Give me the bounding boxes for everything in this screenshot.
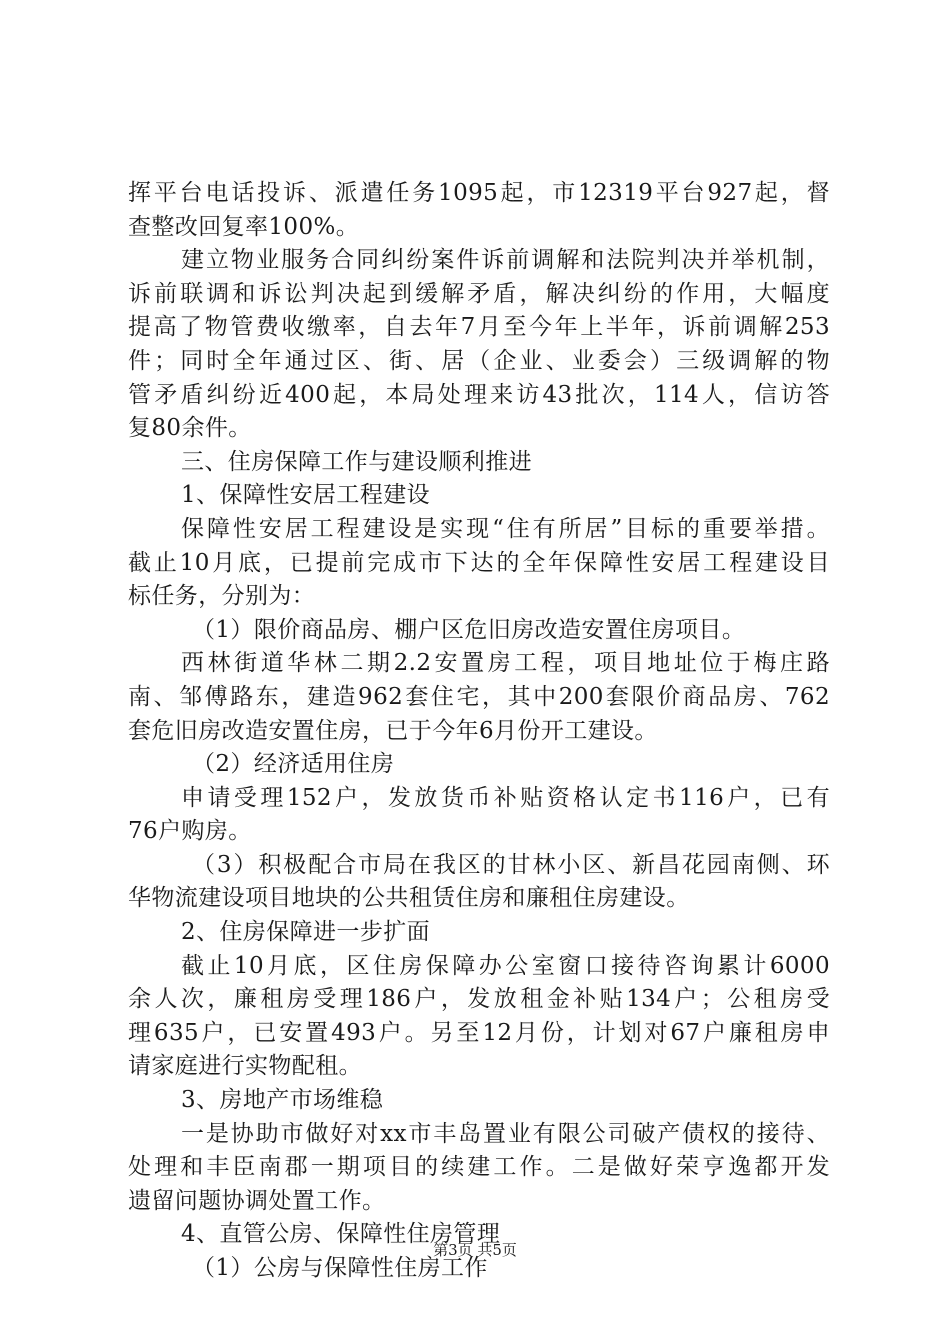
text-line: 华物流建设项目地块的公共租赁住房和廉租住房建设。 <box>128 885 690 912</box>
text-line: （3）积极配合市局在我区的甘林小区、新昌花园南侧、环 <box>192 851 830 878</box>
text-line: 套危旧房改造安置住房，已于今年6月份开工建设。 <box>128 717 658 744</box>
section-heading: 三、住房保障工作与建设顺利推进 <box>181 448 532 475</box>
text-line: 保障性安居工程建设是实现“住有所居”目标的重要举措。 <box>181 515 830 542</box>
item-heading: （1）限价商品房、棚户区危旧房改造安置住房项目。 <box>192 616 746 643</box>
text-line: 一是协助市做好对xx市丰岛置业有限公司破产债权的接待、 <box>181 1120 830 1147</box>
text-line: 诉前联调和诉讼判决起到缓解矛盾，解决纠纷的作用，大幅度 <box>128 280 830 307</box>
text-line: 西林街道华林二期2.2安置房工程，项目地址位于梅庄路 <box>181 650 830 677</box>
subsection-heading: 2、住房保障进一步扩面 <box>181 919 431 946</box>
text-line: 处理和丰臣南郡一期项目的续建工作。二是做好荣亨逸都开发 <box>128 1154 830 1181</box>
text-line: 件；同时全年通过区、街、居（企业、业委会）三级调解的物 <box>128 347 830 374</box>
text-line: 管矛盾纠纷近400起，本局处理来访43批次，114人，信访答 <box>128 381 830 408</box>
text-line: 截止10月底，区住房保障办公室窗口接待咨询累计6000 <box>181 952 830 979</box>
text-line: 标任务，分别为： <box>128 583 316 610</box>
text-line: 提高了物管费收缴率，自去年7月至今年上半年，诉前调解253 <box>128 314 830 341</box>
subsection-heading: 1、保障性安居工程建设 <box>181 482 431 509</box>
item-heading: （1）公房与保障性住房工作 <box>192 1255 488 1281</box>
text-line: 理635户，已安置493户。另至12月份，计划对67户廉租房申 <box>128 1019 830 1046</box>
item-heading: （2）经济适用住房 <box>192 751 395 778</box>
text-line: 南、邹傅路东，建造962套住宅，其中200套限价商品房、762 <box>128 683 830 710</box>
text-line: 挥平台电话投诉、派遣任务1095起，市12319平台927起，督 <box>128 180 830 206</box>
subsection-heading: 3、房地产市场维稳 <box>181 1087 384 1114</box>
text-line: 遗留问题协调处置工作。 <box>128 1187 386 1214</box>
text-line: 建立物业服务合同纠纷案件诉前调解和法院判决并举机制， <box>181 247 830 274</box>
subsection-heading: 4、直管公房、保障性住房管理 <box>181 1221 501 1248</box>
document-body <box>128 177 830 1286</box>
text-line: 76户购房。 <box>128 818 252 845</box>
text-line: 截止10月底，已提前完成市下达的全年保障性安居工程建设目 <box>128 549 830 576</box>
text-line: 余人次，廉租房受理186户，发放租金补贴134户；公租房受 <box>128 986 830 1013</box>
page-number: 第3页 共5页 <box>433 1241 517 1259</box>
text-line: 申请受理152户，发放货币补贴资格认定书116户，已有 <box>181 784 830 811</box>
text-line: 复80余件。 <box>128 415 252 442</box>
text-line: 查整改回复率100%。 <box>128 213 360 240</box>
text-line: 请家庭进行实物配租。 <box>128 1053 362 1080</box>
